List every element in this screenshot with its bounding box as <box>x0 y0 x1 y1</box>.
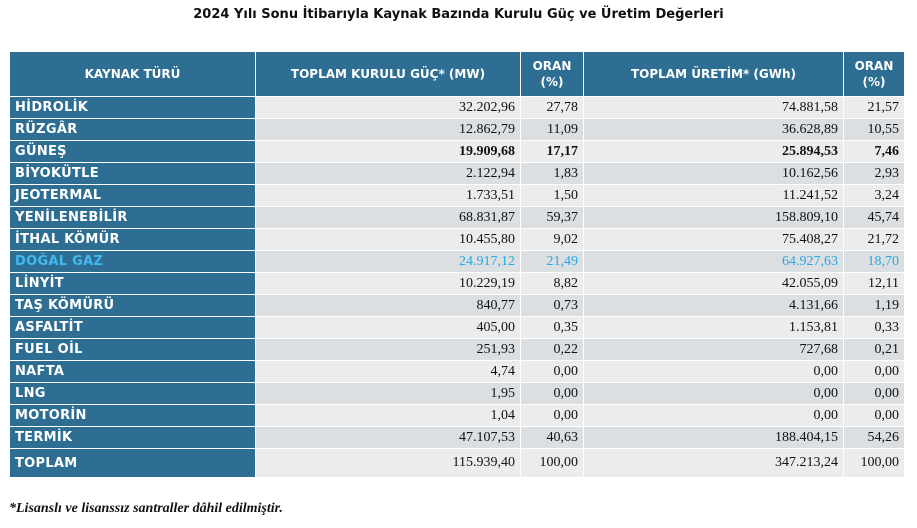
row-capacity: 68.831,87 <box>256 207 521 229</box>
row-ratio-production: 7,46 <box>844 141 905 163</box>
row-name: JEOTERMAL <box>10 185 256 207</box>
row-capacity: 47.107,53 <box>256 427 521 449</box>
row-ratio-capacity: 40,63 <box>521 427 584 449</box>
row-production: 0,00 <box>584 405 844 427</box>
table-row <box>10 119 905 141</box>
table-row <box>10 207 905 229</box>
row-ratio-capacity: 0,22 <box>521 339 584 361</box>
row-name: LNG <box>10 383 256 405</box>
row-ratio-capacity: 1,50 <box>521 185 584 207</box>
row-name: MOTORİN <box>10 405 256 427</box>
row-ratio-capacity: 9,02 <box>521 229 584 251</box>
row-ratio-capacity: 0,73 <box>521 295 584 317</box>
row-production: 4.131,66 <box>584 295 844 317</box>
row-capacity: 10.455,80 <box>256 229 521 251</box>
table-row <box>10 273 905 295</box>
header-capacity: TOPLAM KURULU GÜÇ* (MW) <box>256 52 521 97</box>
row-ratio-production: 0,00 <box>844 405 905 427</box>
row-ratio-production: 45,74 <box>844 207 905 229</box>
table-row <box>10 317 905 339</box>
table-row <box>10 229 905 251</box>
table-row <box>10 295 905 317</box>
row-name: RÜZGÂR <box>10 119 256 141</box>
row-capacity: 1.733,51 <box>256 185 521 207</box>
row-name: İTHAL KÖMÜR <box>10 229 256 251</box>
row-ratio-production: 0,00 <box>844 361 905 383</box>
row-production: 11.241,52 <box>584 185 844 207</box>
table-row <box>10 361 905 383</box>
row-ratio-production: 21,72 <box>844 229 905 251</box>
row-production: 727,68 <box>584 339 844 361</box>
table-row <box>10 141 905 163</box>
table-row-total <box>10 449 905 478</box>
table-row <box>10 339 905 361</box>
row-ratio-production: 2,93 <box>844 163 905 185</box>
row-capacity: 19.909,68 <box>256 141 521 163</box>
row-ratio-production: 3,24 <box>844 185 905 207</box>
row-capacity: 251,93 <box>256 339 521 361</box>
row-capacity: 840,77 <box>256 295 521 317</box>
row-capacity: 24.917,12 <box>256 251 521 273</box>
table-row <box>10 97 905 119</box>
row-ratio-capacity: 1,83 <box>521 163 584 185</box>
row-ratio-capacity: 0,00 <box>521 361 584 383</box>
row-production: 0,00 <box>584 361 844 383</box>
row-capacity: 405,00 <box>256 317 521 339</box>
row-name: ASFALTİT <box>10 317 256 339</box>
row-capacity: 4,74 <box>256 361 521 383</box>
row-ratio-capacity: 21,49 <box>521 251 584 273</box>
row-name: LİNYİT <box>10 273 256 295</box>
header-ratio-production-top: ORAN <box>854 59 894 73</box>
row-capacity: 2.122,94 <box>256 163 521 185</box>
row-ratio-capacity: 0,00 <box>521 405 584 427</box>
row-ratio-production: 0,21 <box>844 339 905 361</box>
row-production: 74.881,58 <box>584 97 844 119</box>
row-name: BİYOKÜTLE <box>10 163 256 185</box>
row-ratio-capacity: 8,82 <box>521 273 584 295</box>
table-header-row <box>10 52 905 97</box>
row-ratio-capacity: 0,00 <box>521 383 584 405</box>
header-ratio-production-bottom: (%) <box>862 75 886 89</box>
row-production: 10.162,56 <box>584 163 844 185</box>
page-title: 2024 Yılı Sonu İtibarıyla Kaynak Bazında Kurulu Güç ve Üretim Değerleri <box>193 7 724 22</box>
row-ratio-capacity: 0,35 <box>521 317 584 339</box>
row-production: 36.628,89 <box>584 119 844 141</box>
row-name: TERMİK <box>10 427 256 449</box>
row-ratio-production: 12,11 <box>844 273 905 295</box>
table-row <box>10 251 905 273</box>
row-ratio-production: 21,57 <box>844 97 905 119</box>
data-table <box>9 51 905 478</box>
row-name: GÜNEŞ <box>10 141 256 163</box>
row-capacity: 1,95 <box>256 383 521 405</box>
row-ratio-capacity: 27,78 <box>521 97 584 119</box>
row-capacity: 12.862,79 <box>256 119 521 141</box>
footnote: *Lisanslı ve lisanssız santraller dâhil edilmiştir. <box>9 501 283 516</box>
header-production: TOPLAM ÜRETİM* (GWh) <box>584 52 844 97</box>
row-name: DOĞAL GAZ <box>10 251 256 273</box>
row-ratio-production: 0,00 <box>844 383 905 405</box>
row-name: HİDROLİK <box>10 97 256 119</box>
header-ratio-capacity-top: ORAN <box>532 59 572 73</box>
row-production: 0,00 <box>584 383 844 405</box>
row-ratio-production: 1,19 <box>844 295 905 317</box>
table-row <box>10 185 905 207</box>
row-name: FUEL OİL <box>10 339 256 361</box>
row-ratio-capacity: 17,17 <box>521 141 584 163</box>
row-name: TOPLAM <box>10 449 256 478</box>
row-name: TAŞ KÖMÜRÜ <box>10 295 256 317</box>
row-capacity: 10.229,19 <box>256 273 521 295</box>
row-production: 158.809,10 <box>584 207 844 229</box>
row-production: 1.153,81 <box>584 317 844 339</box>
row-production: 347.213,24 <box>584 449 844 478</box>
row-production: 25.894,53 <box>584 141 844 163</box>
row-ratio-capacity: 59,37 <box>521 207 584 229</box>
row-production: 64.927,63 <box>584 251 844 273</box>
row-ratio-production: 54,26 <box>844 427 905 449</box>
row-ratio-production: 18,70 <box>844 251 905 273</box>
table-row <box>10 383 905 405</box>
row-capacity: 1,04 <box>256 405 521 427</box>
row-ratio-production: 10,55 <box>844 119 905 141</box>
row-ratio-production: 100,00 <box>844 449 905 478</box>
header-source: KAYNAK TÜRÜ <box>10 52 256 97</box>
row-production: 188.404,15 <box>584 427 844 449</box>
header-ratio-production <box>844 52 905 97</box>
header-ratio-capacity-bottom: (%) <box>540 75 564 89</box>
row-capacity: 115.939,40 <box>256 449 521 478</box>
row-ratio-capacity: 11,09 <box>521 119 584 141</box>
row-name: YENİLENEBİLİR <box>10 207 256 229</box>
row-production: 75.408,27 <box>584 229 844 251</box>
header-ratio-capacity <box>521 52 584 97</box>
table-row <box>10 405 905 427</box>
row-capacity: 32.202,96 <box>256 97 521 119</box>
row-name: NAFTA <box>10 361 256 383</box>
table-row <box>10 163 905 185</box>
table-row <box>10 427 905 449</box>
row-production: 42.055,09 <box>584 273 844 295</box>
row-ratio-capacity: 100,00 <box>521 449 584 478</box>
row-ratio-production: 0,33 <box>844 317 905 339</box>
